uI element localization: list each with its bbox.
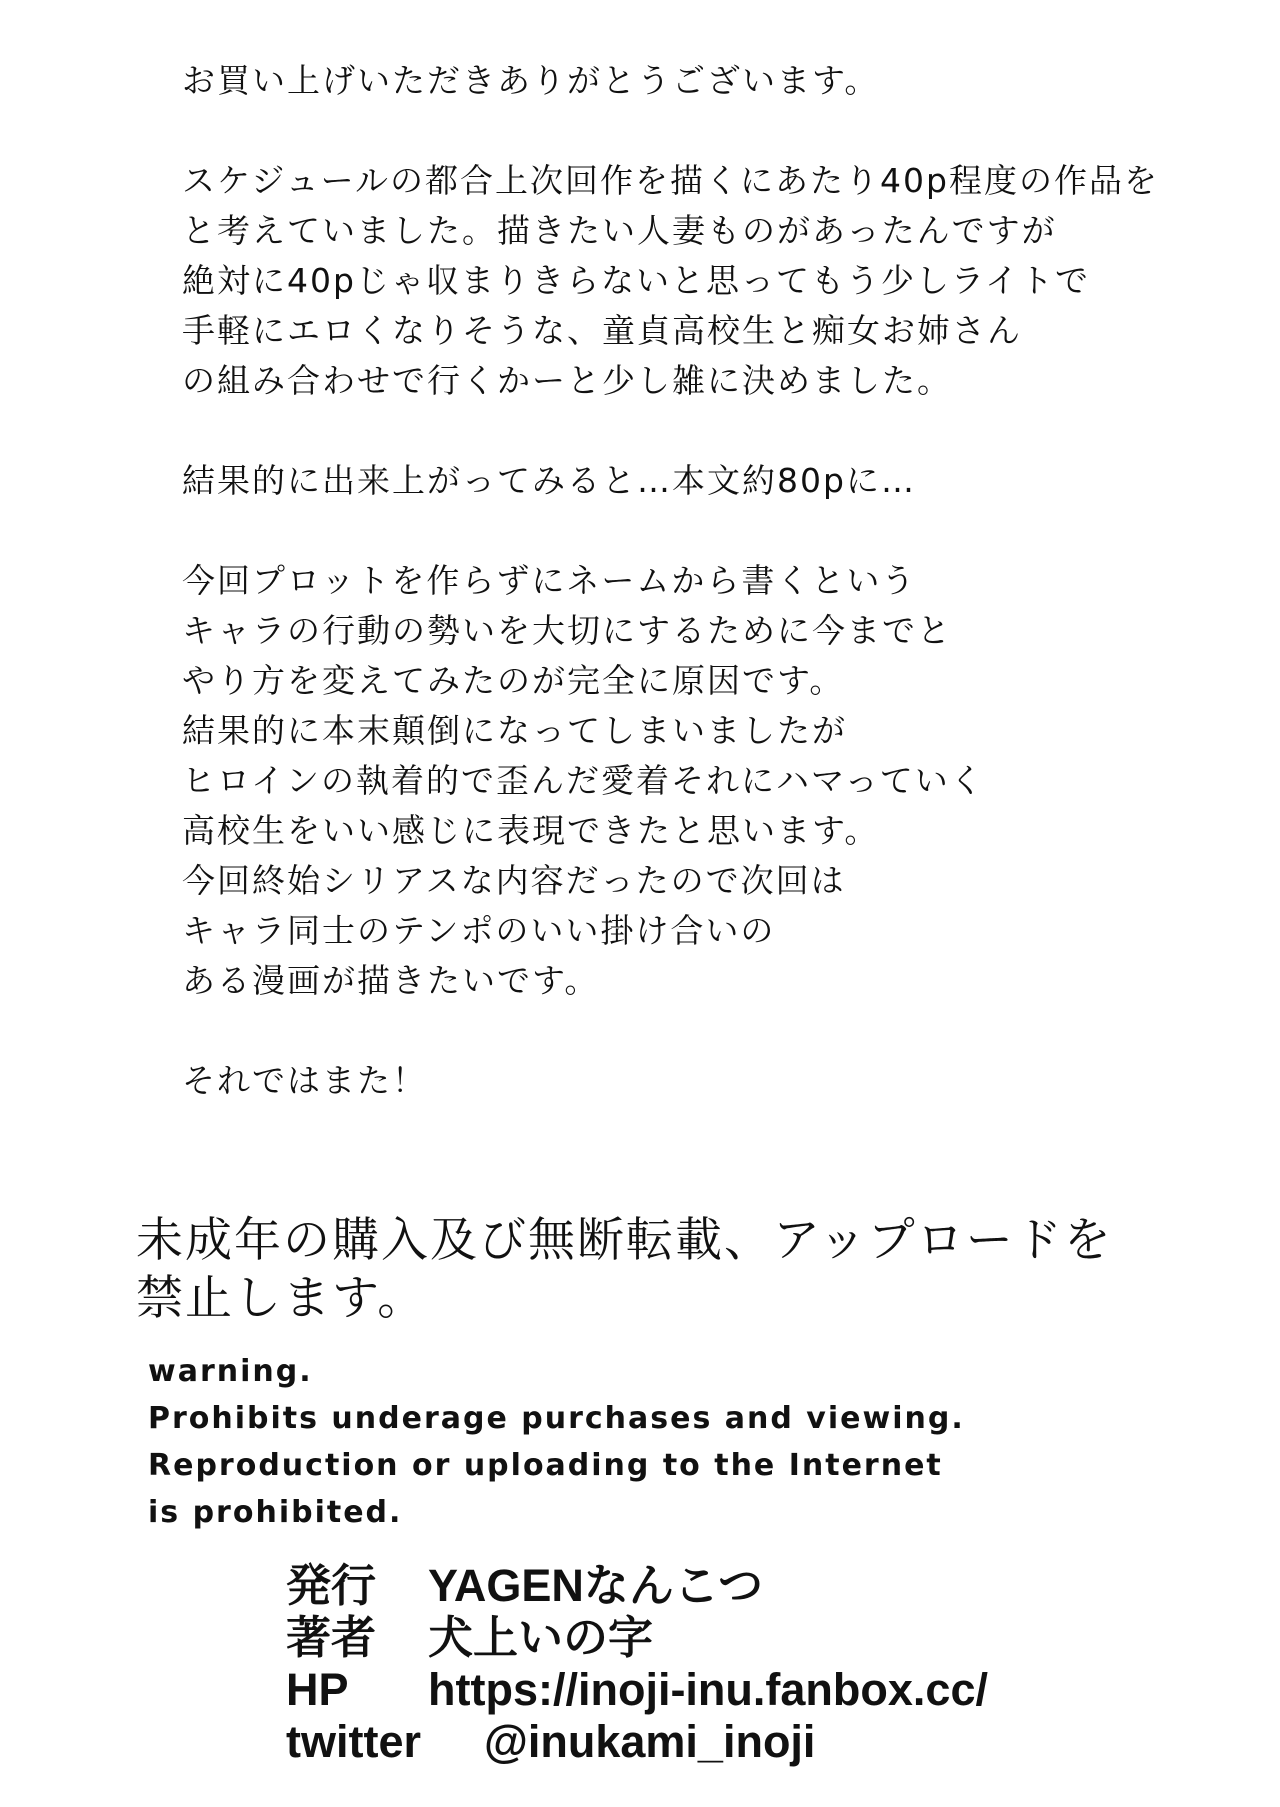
paragraph-result: 結果的に出来上がってみると…本文約80pに…: [182, 461, 916, 500]
text-line: ある漫画が描きたいです。: [182, 961, 600, 1000]
text-line: 絶対に40pじゃ収まりきらないと思ってもう少しライトで: [182, 261, 1090, 300]
afterword: [182, 56, 1242, 1106]
warning-en-line: is prohibited.: [148, 1495, 403, 1530]
text-line: スケジュールの都合上次回作を描くにあたり40p程度の作品を: [182, 161, 1159, 200]
homepage-row: [286, 1664, 1186, 1716]
publisher-name: YAGENなんこつ: [428, 1560, 763, 1611]
publisher-row: [286, 1560, 1186, 1612]
twitter-handle: @inukami_inoji: [484, 1716, 816, 1767]
paragraph-reflection: [182, 556, 1242, 1006]
text-line: キャラ同士のテンポのいい掛け合いの: [182, 911, 776, 950]
author-row: [286, 1612, 1186, 1664]
text-line: 手軽にエロくなりそうな、童貞高校生と痴女お姉さん: [182, 311, 1022, 350]
text-line: やり方を変えてみたのが完全に原因です。: [182, 661, 845, 700]
author-label: 著者: [286, 1612, 377, 1663]
text-line: 今回終始シリアスな内容だったので次回は: [182, 861, 846, 900]
homepage-url: https://inoji-inu.fanbox.cc/: [428, 1664, 988, 1715]
closing-line: それではまた！: [182, 1061, 427, 1100]
text-line: と考えていました。描きたい人妻ものがあったんですが: [182, 211, 1057, 250]
colophon-credits: [286, 1560, 1186, 1768]
paragraph-schedule: [182, 156, 1242, 406]
warning-english: [148, 1348, 1188, 1536]
warning-jp-line: 禁止します。: [136, 1271, 427, 1326]
text-line: 今回プロットを作らずにネームから書くという: [182, 561, 917, 600]
text-line: 結果的に本末顛倒になってしまいましたが: [182, 711, 847, 750]
homepage-label: HP: [286, 1664, 349, 1715]
text-line: ヒロインの執着的で歪んだ愛着それにハマっていく: [182, 761, 985, 800]
warning-en-line: Prohibits underage purchases and viewing.: [148, 1401, 965, 1436]
warning-japanese: [136, 1212, 1176, 1328]
text-line: キャラの行動の勢いを大切にするために今までと: [182, 611, 952, 650]
warning-jp-line: 未成年の購入及び無断転載、アップロードを: [136, 1213, 1113, 1268]
twitter-label: twitter: [286, 1716, 421, 1767]
text-line: の組み合わせで行くかーと少し雑に決めました。: [182, 361, 952, 400]
warning-en-line: Reproduction or uploading to the Internet: [148, 1448, 943, 1483]
warning-en-line: warning.: [148, 1354, 313, 1389]
text-line: 高校生をいい感じに表現できたと思います。: [182, 811, 880, 850]
author-name: 犬上いの字: [428, 1612, 654, 1663]
twitter-row: [286, 1716, 1186, 1768]
greeting-line: お買い上げいただきありがとうございます。: [182, 61, 880, 100]
publisher-label: 発行: [286, 1560, 377, 1611]
